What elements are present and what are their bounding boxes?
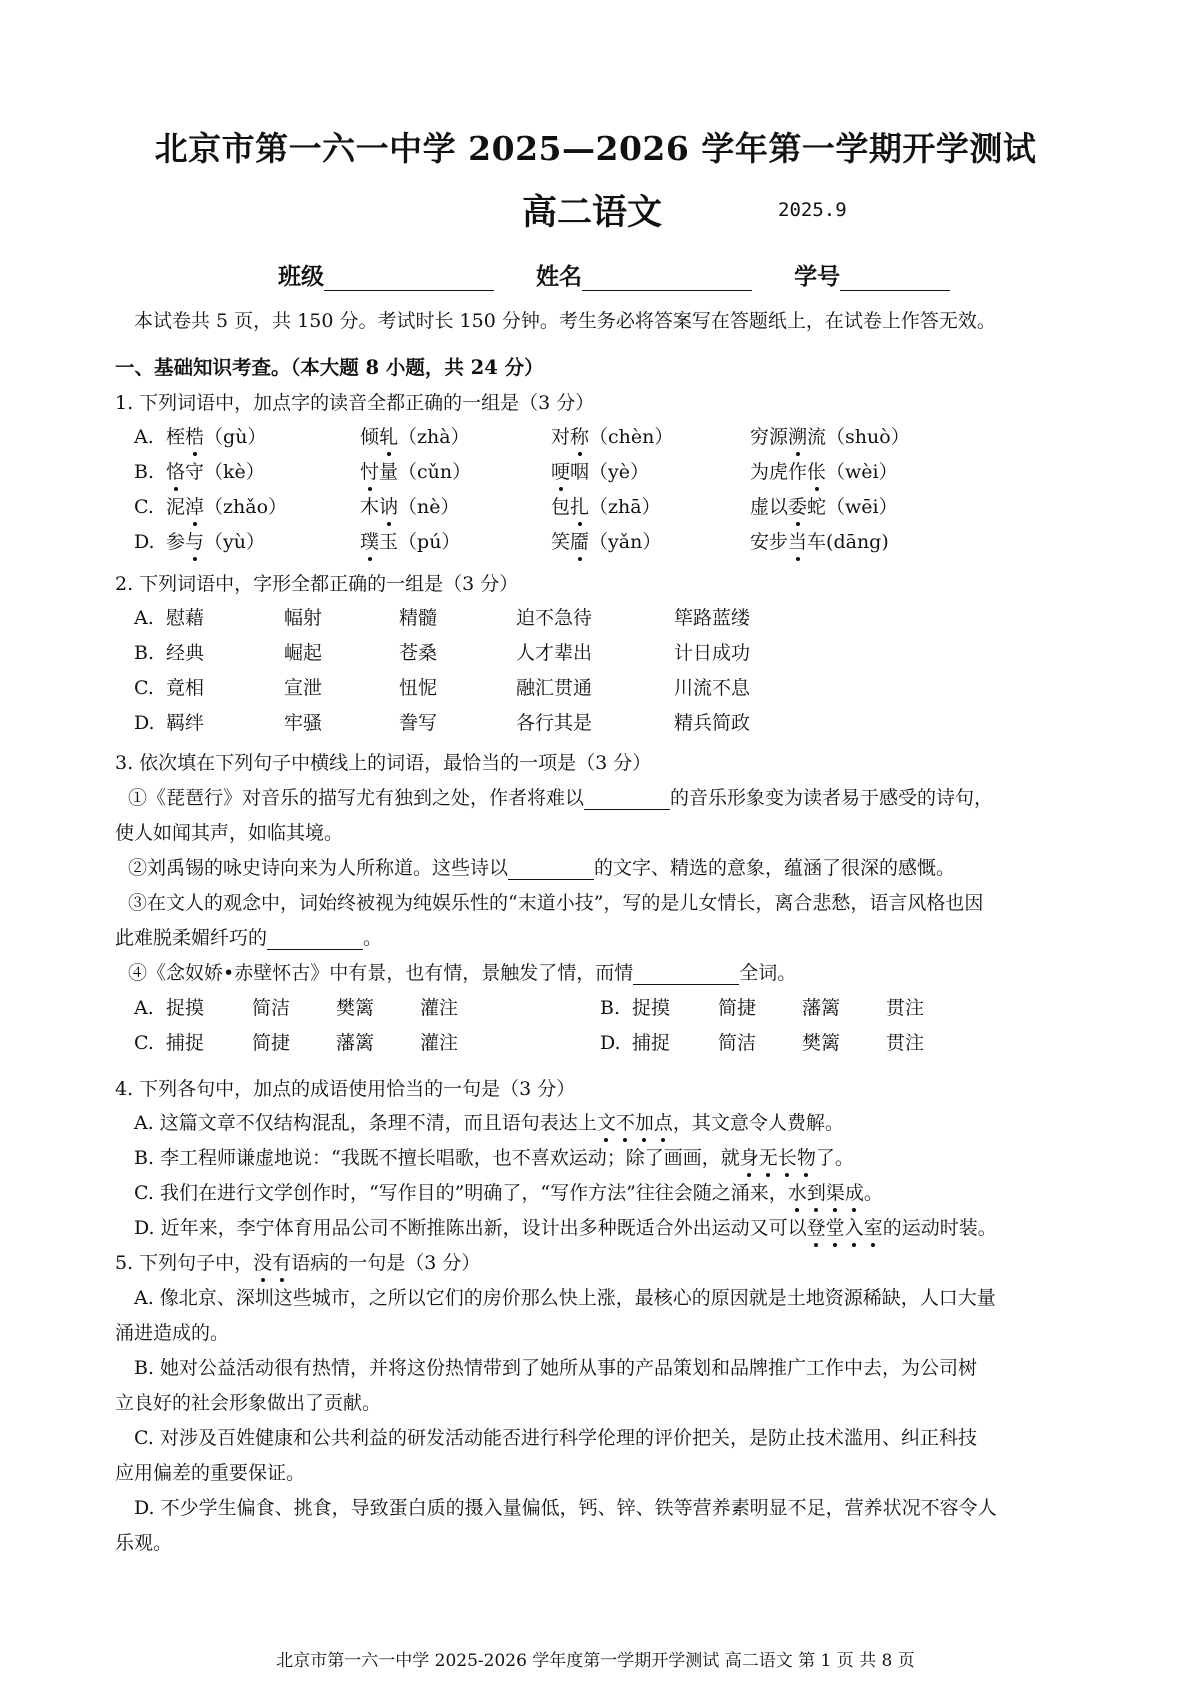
q3-word: 贯注 <box>886 1032 925 1054</box>
q3-word: 简洁 <box>252 997 291 1019</box>
dotted-char: 与 <box>185 531 205 553</box>
q3-word: 捉摸 <box>632 997 671 1019</box>
q3-sentence-2: ②刘禹锡的咏史诗向来为人所称道。这些诗以 的文字、精选的意象，蕴涵了很深的感慨。 <box>128 857 956 879</box>
q2-word: 人才辈出 <box>516 642 593 664</box>
dotted-char: 扎 <box>570 496 590 518</box>
q1-word: 璞玉（pú） <box>360 531 461 553</box>
q1-word: 哽咽（yè） <box>551 461 650 483</box>
q3-word: 捕捉 <box>166 1032 205 1054</box>
dotted-char: 当 <box>788 531 808 553</box>
q2-word: 精髓 <box>399 607 438 629</box>
dotted-char: 成 <box>844 1182 864 1204</box>
dotted-char: 堂 <box>825 1217 845 1239</box>
q1-word: 安步当车(dāng) <box>750 531 889 553</box>
q1-word: 包扎（zhā） <box>551 496 661 518</box>
q3-blank-1 <box>584 789 670 810</box>
q3-word: 樊篱 <box>336 997 375 1019</box>
q2-option-letter: A. <box>134 607 154 629</box>
name-blank <box>582 264 752 291</box>
q3-word: 简洁 <box>718 1032 757 1054</box>
q2-word: 川流不息 <box>674 677 751 699</box>
dotted-char: 登 <box>806 1217 826 1239</box>
q2-word: 计日成功 <box>674 642 751 664</box>
q3-option-letter: B. <box>600 997 621 1019</box>
dotted-char: 室 <box>863 1217 883 1239</box>
q1-stem: 1. 下列词语中，加点字的读音全都正确的一组是（3 分） <box>115 392 595 414</box>
dotted-char: 哽 <box>551 461 571 483</box>
intro-text: 本试卷共 5 页，共 150 分。考试时长 150 分钟。考生务必将答案写在答题纸上，在试卷上作答无效。 <box>134 310 996 332</box>
q3-sentence-1: ①《琵琶行》对音乐的描写尤有独到之处，作者将难以 的音乐形象变为读者易于感受的诗句， <box>128 787 994 809</box>
q2-option-letter: B. <box>134 642 155 664</box>
q1-word: 忖量（cǔn） <box>360 461 472 483</box>
class-label: 班级 <box>278 263 324 290</box>
q3-word: 藩篱 <box>336 1032 375 1054</box>
dotted-char: 有 <box>272 1252 292 1274</box>
q1-word: 虚以委蛇（wēi） <box>750 496 898 518</box>
q5-option-b: B. 她对公益活动很有热情，并将这份热情带到了她所从事的产品策划和品牌推广工作中去，为公司树 <box>134 1357 978 1379</box>
q1-option-letter: B. <box>134 461 155 483</box>
q5-stem-em <box>253 1252 291 1274</box>
exam-title: 北京市第一六一中学 2025—2026 学年第一学期开学测试 <box>154 129 1037 168</box>
q4-option-d: D. 近年来，李宁体育用品公司不断推陈出新，设计出多种既适合外出运动又可以登堂入室的运动时装。 <box>134 1217 997 1239</box>
dotted-char: 忖 <box>360 461 380 483</box>
dotted-char: 水 <box>787 1182 807 1204</box>
exam-date: 2025.9 <box>778 199 847 221</box>
q3-blank-4 <box>633 964 739 985</box>
dotted-char: 璞 <box>360 531 380 553</box>
q2-word: 经典 <box>166 642 205 664</box>
q4-option-b: B. 李工程师谦虚地说：“我既不擅长唱歌，也不喜欢运动；除了画画，就身无长物了。 <box>134 1147 854 1169</box>
q3-blank-2 <box>508 859 594 880</box>
q1-option-letter: A. <box>134 426 154 448</box>
q4-c-idiom <box>788 1182 864 1204</box>
q1-word: 泥淖（zhǎo） <box>166 496 288 518</box>
q2-word: 忸怩 <box>399 677 438 699</box>
dotted-char: 淖 <box>185 496 205 518</box>
id-blank <box>840 264 950 291</box>
q2-word: 羁绊 <box>166 712 205 734</box>
q3-word: 藩篱 <box>802 997 841 1019</box>
q4-option-a: A. 这篇文章不仅结构混乱，条理不清，而且语句表达上文不加点，其文意令人费解。 <box>134 1112 844 1134</box>
q3-word: 简捷 <box>718 997 757 1019</box>
dotted-char: 文 <box>596 1112 616 1134</box>
q5-option-a: A. 像北京、深圳这些城市，之所以它们的房价那么快上涨，最核心的原因就是土地资源稀缺，人口大量 <box>134 1287 996 1309</box>
q2-word: 幅射 <box>284 607 323 629</box>
dotted-char: 没 <box>253 1252 273 1274</box>
q1-word: 为虎作伥（wèi） <box>750 461 898 483</box>
q5-option-a-cont: 涌进造成的。 <box>115 1322 230 1344</box>
q1-word: 穷源溯流（shuò） <box>750 426 910 448</box>
q4-option-c: C. 我们在进行文学创作时，“写作目的”明确了，“写作方法”往往会随之涌来，水到渠成。 <box>134 1182 883 1204</box>
q2-option-letter: C. <box>134 677 154 699</box>
q3-word: 樊篱 <box>802 1032 841 1054</box>
q1-word: 参与（yù） <box>166 531 266 553</box>
dotted-char: 到 <box>806 1182 826 1204</box>
q2-word: 牢骚 <box>284 712 323 734</box>
q3-option-letter: D. <box>600 1032 621 1054</box>
class-blank <box>324 264 494 291</box>
q5-option-c: C. 对涉及百姓健康和公共利益的研发活动能否进行科学伦理的评价把关，是防止技术滥用、纠正科技 <box>134 1427 977 1449</box>
q1-option-letter: C. <box>134 496 154 518</box>
q2-word: 精兵简政 <box>674 712 751 734</box>
q2-option-letter: D. <box>134 712 155 734</box>
id-label: 学号 <box>794 263 841 290</box>
q3-word: 捕捉 <box>632 1032 671 1054</box>
q1-word: 恪守（kè） <box>166 461 265 483</box>
dotted-char: 恪 <box>166 461 186 483</box>
dotted-char: 梏 <box>185 426 205 448</box>
q2-word: 各行其是 <box>516 712 593 734</box>
q2-word: 迫不急待 <box>516 607 593 629</box>
q2-word: 宣泄 <box>284 677 323 699</box>
q5-stem: 5. 下列句子中，没有语病的一句是（3 分） <box>115 1252 481 1274</box>
q3-word: 捉摸 <box>166 997 205 1019</box>
q5-option-b-cont: 立良好的社会形象做出了贡献。 <box>115 1392 382 1414</box>
q2-word: 苍桑 <box>399 642 438 664</box>
q1-option-letter: D. <box>134 531 155 553</box>
q5-option-d-cont: 乐观。 <box>115 1532 173 1554</box>
q3-option-letter: A. <box>134 997 154 1019</box>
q4-b-idiom <box>740 1147 816 1169</box>
dotted-char: 点 <box>653 1112 673 1134</box>
q3-word: 灌注 <box>420 997 459 1019</box>
dotted-char: 称 <box>570 426 590 448</box>
dotted-char: 身 <box>739 1147 759 1169</box>
dotted-char: 溯 <box>788 426 808 448</box>
page-footer: 北京市第一六一中学 2025-2026 学年度第一学期开学测试 高二语文 第 1 页 共 8 页 <box>276 1651 915 1671</box>
dotted-char: 入 <box>844 1217 864 1239</box>
q4-stem: 4. 下列各句中，加点的成语使用恰当的一句是（3 分） <box>115 1078 576 1100</box>
q3-stem: 3. 依次填在下列句子中横线上的词语，最恰当的一项是（3 分） <box>115 752 652 774</box>
q1-word: 桎梏（gù） <box>166 426 267 448</box>
q3-word: 灌注 <box>420 1032 459 1054</box>
dotted-char: 不 <box>615 1112 635 1134</box>
q2-word: 崛起 <box>284 642 323 664</box>
dotted-char: 渠 <box>825 1182 845 1204</box>
q3-sentence-4: ④《念奴娇•赤壁怀古》中有景，也有情，景触发了情，而情 全词。 <box>128 962 797 984</box>
q3-sentence-3: ③在文人的观念中，词始终被视为纯娱乐性的“末道小技”，写的是儿女情长，离合悲愁，语言风格也因 <box>128 892 984 914</box>
dotted-char: 轧 <box>379 426 399 448</box>
dotted-char: 讷 <box>379 496 399 518</box>
q3-word: 贯注 <box>886 997 925 1019</box>
q3-option-letter: C. <box>134 1032 154 1054</box>
q2-word: 筚路蓝缕 <box>674 607 751 629</box>
q2-stem: 2. 下列词语中，字形全都正确的一组是（3 分） <box>115 573 519 595</box>
q2-word: 慰藉 <box>166 607 205 629</box>
q1-word: 笑靥（yǎn） <box>551 531 662 553</box>
q3-sentence-3-cont: 此难脱柔媚纤巧的 。 <box>115 927 383 949</box>
q1-word: 对称（chèn） <box>551 426 674 448</box>
q4-d-idiom <box>807 1217 883 1239</box>
q1-word: 木讷（nè） <box>360 496 460 518</box>
q5-option-c-cont: 应用偏差的重要保证。 <box>115 1462 306 1484</box>
q3-sentence-1-cont: 使人如闻其声，如临其境。 <box>115 822 344 844</box>
q4-a-idiom <box>597 1112 673 1134</box>
dotted-char: 无 <box>758 1147 778 1169</box>
dotted-char: 物 <box>796 1147 816 1169</box>
dotted-char: 委 <box>788 496 808 518</box>
q2-word: 融汇贯通 <box>516 677 593 699</box>
q3-word: 简捷 <box>252 1032 291 1054</box>
q3-blank-3 <box>267 929 363 950</box>
dotted-char: 长 <box>777 1147 797 1169</box>
subject-title: 高二语文 <box>522 192 663 233</box>
q2-word: 誊写 <box>399 712 438 734</box>
section-1-heading: 一、基础知识考查。（本大题 8 小题，共 24 分） <box>115 356 544 379</box>
dotted-char: 加 <box>634 1112 654 1134</box>
dotted-char: 靥 <box>570 531 590 553</box>
name-label: 姓名 <box>536 263 583 290</box>
student-info-row <box>278 258 938 291</box>
q2-word: 竟相 <box>166 677 205 699</box>
dotted-char: 伥 <box>807 461 827 483</box>
q1-word: 倾轧（zhà） <box>360 426 470 448</box>
q5-option-d: D. 不少学生偏食、挑食，导致蛋白质的摄入量偏低，钙、锌、铁等营养素明显不足，营养状况不容令人 <box>134 1497 997 1519</box>
